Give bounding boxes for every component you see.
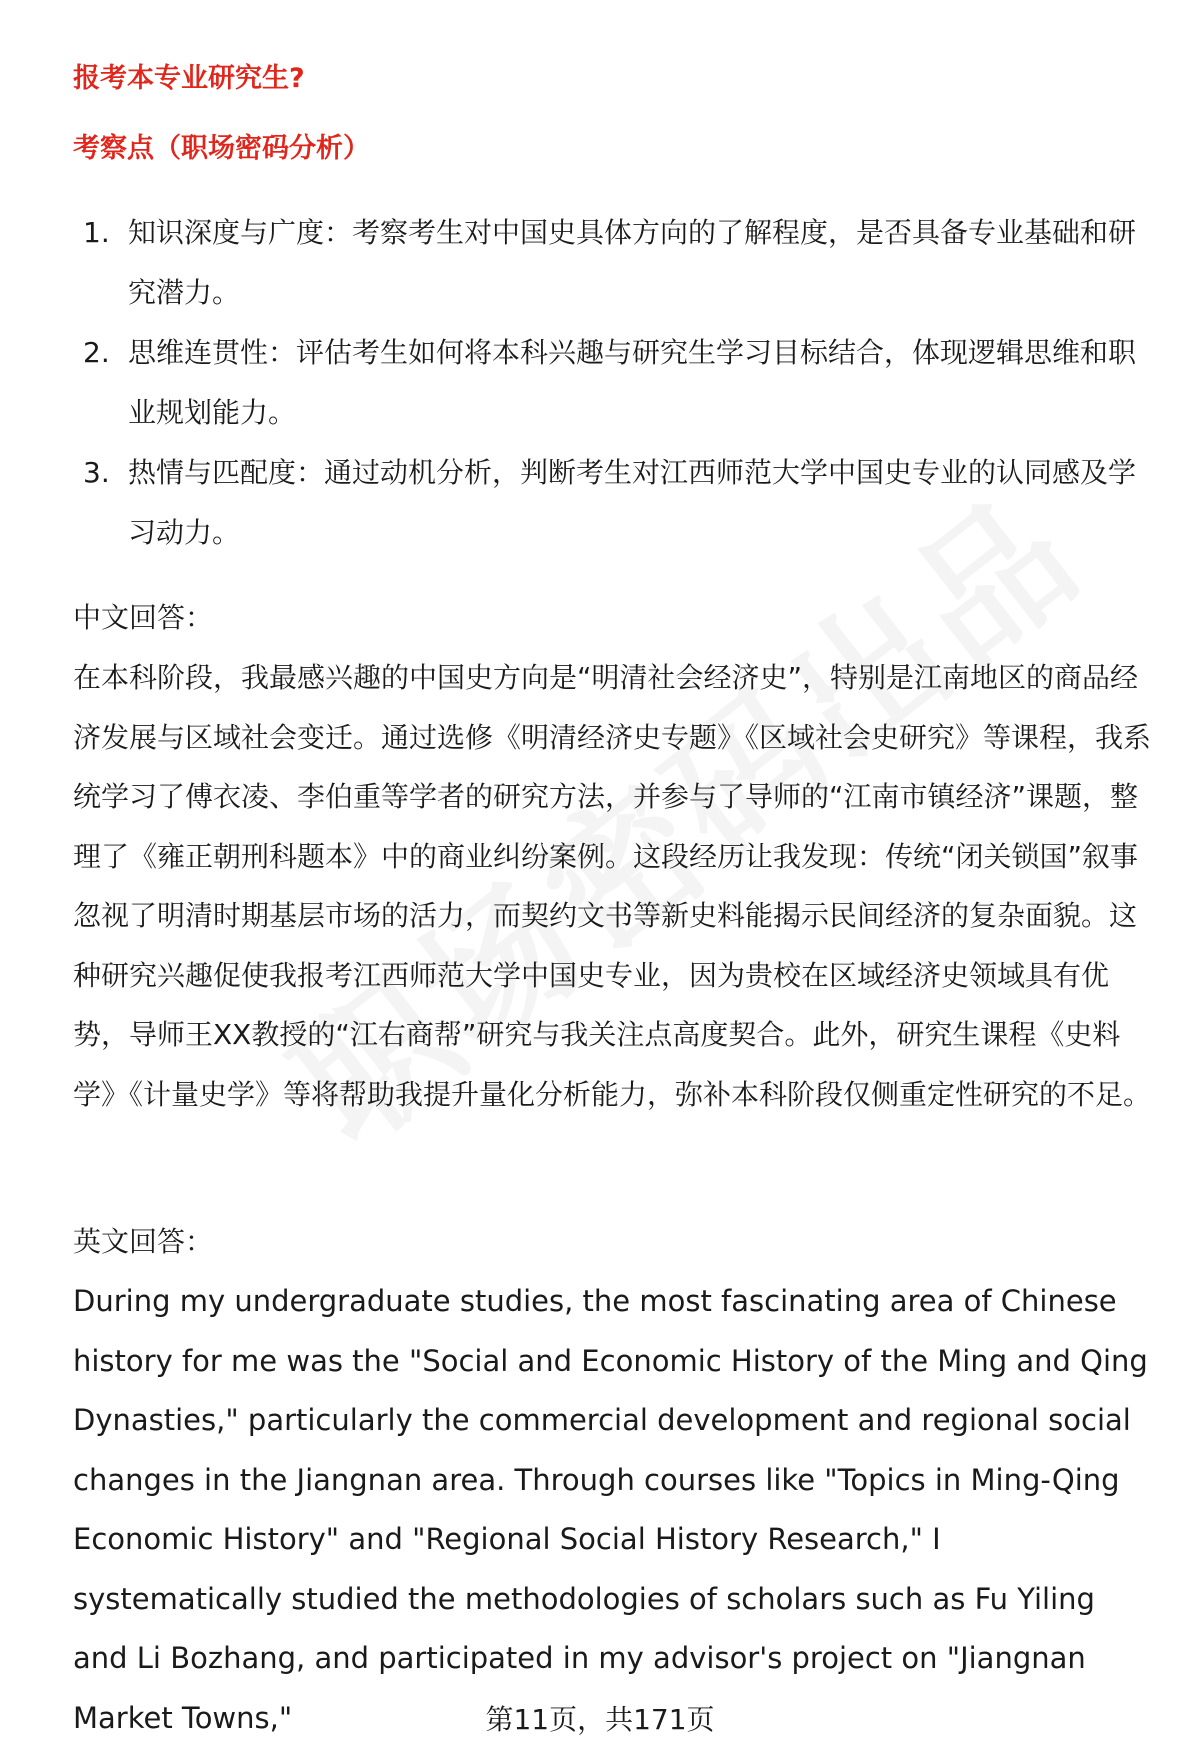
list-item <box>73 443 1153 563</box>
question-heading: 报考本专业研究生? <box>73 63 305 94</box>
list-item-number: 1. <box>83 216 110 249</box>
chinese-answer-text: 在本科阶段，我最感兴趣的中国史方向是“明清社会经济史”，特别是江南地区的商品经济发展与区域社会变迁。通过选修《明清经济史专题》《区域社会史研究》等课程，我系统学习了傅衣凌、李伯重等学者的研究方法，并参与了导师的“江南市镇经济”课题，整理了《雍正朝刑科题本》中的商业纠纷案例。这段经历让我发现：传统“闭关锁国”叙事忽视了明清时期基层市场的活力，而契约文书等新史料能揭示民间经济的复杂面貌。这种研究兴趣促使我报考江西师范大学中国史专业，因为贵校在区域经济史领域具有优势，导师王XX教授的“江右商帮”研究与我关注点高度契合。此外，研究生课程《史料学》《计量史学》等将帮助我提升量化分析能力，弥补本科阶段仅侧重定性研究的不足。 <box>73 661 1152 1111</box>
english-answer-label: 英文回答： <box>73 1225 214 1258</box>
list-item-number: 2. <box>83 336 110 369</box>
list-item-text: 热情与匹配度：通过动机分析，判断考生对江西师范大学中国史专业的认同感及学习动力。 <box>128 456 1137 549</box>
list-item-text: 知识深度与广度：考察考生对中国史具体方向的了解程度，是否具备专业基础和研究潜力。 <box>128 216 1137 309</box>
chinese-answer-label: 中文回答： <box>73 601 214 634</box>
list-item <box>73 323 1153 443</box>
list-item <box>73 203 1153 323</box>
list-item-text: 思维连贯性：评估考生如何将本科兴趣与研究生学习目标结合，体现逻辑思维和职业规划能力。 <box>128 336 1137 429</box>
points-heading: 考察点（职场密码分析） <box>73 133 370 164</box>
english-answer-text: During my undergraduate studies, the most fascinating area of Chinese history for me was the "Social and Economic History of the Ming and Qing Dynasties," particularly the commercial development and regional social changes in the Jiangnan area. Through courses like "Topics in Ming-Qing Economic History" and "Regional Social History Research," I systematically studied the methodologies of scholars such as Fu Yiling and Li Bozhang, and participated in my advisor's project on "Jiangnan Market Towns," <box>73 1284 1148 1735</box>
assessment-points-list <box>73 203 1153 563</box>
page-number-footer: 第11页，共171页 <box>485 1703 715 1736</box>
list-item-number: 3. <box>83 456 110 489</box>
